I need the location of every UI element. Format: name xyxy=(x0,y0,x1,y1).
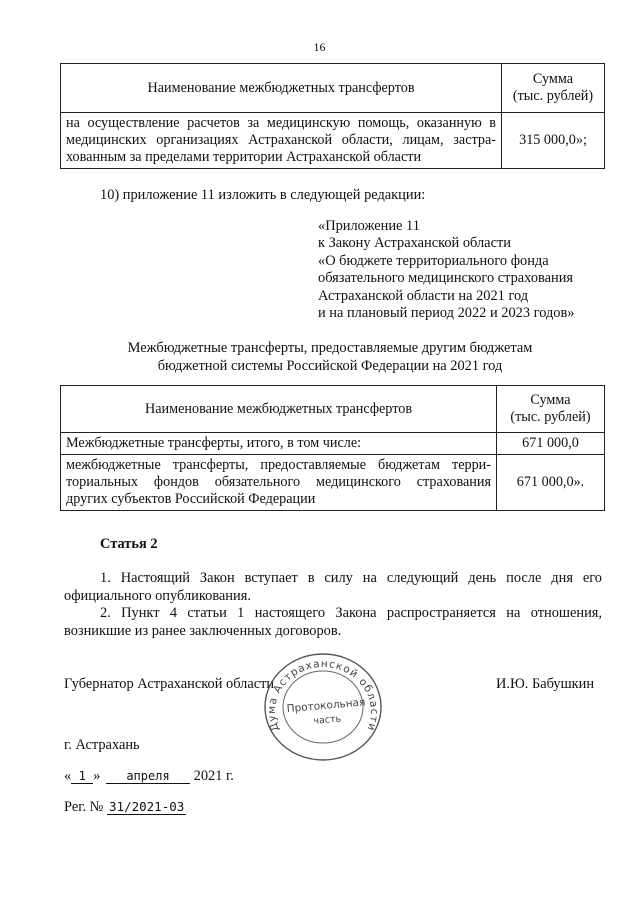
annex-line3: «О бюджете территориального фонда xyxy=(318,252,549,269)
duma-seal xyxy=(260,646,386,764)
row-text: Межбюджетные трансферты, итого, в том числе: xyxy=(66,435,362,451)
annex-line2: к Закону Астраханской области xyxy=(318,235,511,252)
article-clause-2: 2. Пункт 4 статьи 1 настоящего Закона распространяется на отношения, возникшие из ранее заключенных договоров. xyxy=(64,605,602,639)
table-row xyxy=(61,433,605,455)
header-sum-line2: (тыс. рублей) xyxy=(512,88,594,104)
row-amount-cell xyxy=(502,113,605,169)
transfers-table-2021 xyxy=(60,385,605,511)
signing-date xyxy=(64,768,234,785)
row-text-line2: ториальных фондов обязательного медицинского страхования xyxy=(66,474,491,490)
date-year: 2021 г. xyxy=(193,768,234,784)
header-name-text: Наименование межбюджетных трансфертов xyxy=(144,400,413,417)
header-sum-cell xyxy=(502,64,605,113)
header-sum-cell xyxy=(497,386,605,433)
row-text-line2: медицинских организациях Астраханской области, лицам, застра- xyxy=(66,132,496,148)
row-amount-cell xyxy=(497,433,605,455)
header-sum-line1: Сумма xyxy=(532,71,574,87)
registration-number xyxy=(64,799,186,816)
signatory-position: Губернатор Астраханской области xyxy=(64,676,275,692)
seal-ring-text: Дума Астраханской области xyxy=(265,657,381,734)
date-close-quote: » xyxy=(93,768,101,784)
table-heading-line1: Межбюджетные трансферты, предоставляемые другим бюджетам xyxy=(127,340,533,356)
item-10-text: 10) приложение 11 изложить в следующей редакции: xyxy=(100,187,426,203)
seal-center-line2: часть xyxy=(312,713,342,727)
page-number: 16 xyxy=(313,40,326,54)
seal-center-line1: Протокольная xyxy=(286,696,366,716)
row-amount: 315 000,0»; xyxy=(519,132,587,148)
header-sum-line2: (тыс. рублей) xyxy=(510,409,591,425)
annex-line6: и на плановый период 2022 и 2023 годов» xyxy=(318,305,575,322)
row-text-line1: межбюджетные трансферты, предоставляемые бюджетам терри- xyxy=(66,457,491,473)
annex-reference xyxy=(318,218,575,322)
article-title: Статья 2 xyxy=(100,536,158,552)
table-header-row xyxy=(61,64,605,113)
annex-line5: Астраханской области на 2021 год xyxy=(318,287,529,304)
table-heading-line2: бюджетной системы Российской Федерации на 2021 год xyxy=(157,358,503,374)
table-heading xyxy=(60,339,600,375)
signatory-name: И.Ю. Бабушкин xyxy=(496,676,595,692)
header-sum-line1: Сумма xyxy=(530,392,571,408)
row-amount-cell xyxy=(497,455,605,511)
table-row xyxy=(61,455,605,511)
annex-line4: обязательного медицинского страхования xyxy=(318,270,574,287)
article-clause-1: 1. Настоящий Закон вступает в силу на следующий день после дня его официального опубликования. xyxy=(64,570,602,604)
date-day: 1 xyxy=(71,769,93,784)
date-month: апреля xyxy=(106,769,190,784)
annex-line1: «Приложение 11 xyxy=(318,218,420,234)
row-text-cell xyxy=(61,113,502,169)
row-text-line1: на осуществление расчетов за медицинскую помощь, оказанную в xyxy=(66,115,496,131)
city: г. Астрахань xyxy=(64,737,140,753)
registration-value: 31/2021-03 xyxy=(109,799,185,814)
registration-label: Рег. № xyxy=(64,799,104,815)
table-row xyxy=(61,113,605,169)
header-name-cell xyxy=(61,64,502,113)
row-amount: 671 000,0». xyxy=(516,474,585,490)
table-header-row xyxy=(61,386,605,433)
header-name-cell xyxy=(61,386,497,433)
row-text-line3: других субъектов Российской Федерации xyxy=(66,491,316,507)
row-text-cell xyxy=(61,433,497,455)
row-text-line3: хованным за пределами территории Астраханской области xyxy=(66,149,422,165)
transfers-table-continued xyxy=(60,63,605,169)
row-amount: 671 000,0 xyxy=(522,435,579,451)
date-open-quote: « xyxy=(64,768,72,784)
header-name-text: Наименование межбюджетных трансфертов xyxy=(147,79,415,96)
row-text-cell xyxy=(61,455,497,511)
